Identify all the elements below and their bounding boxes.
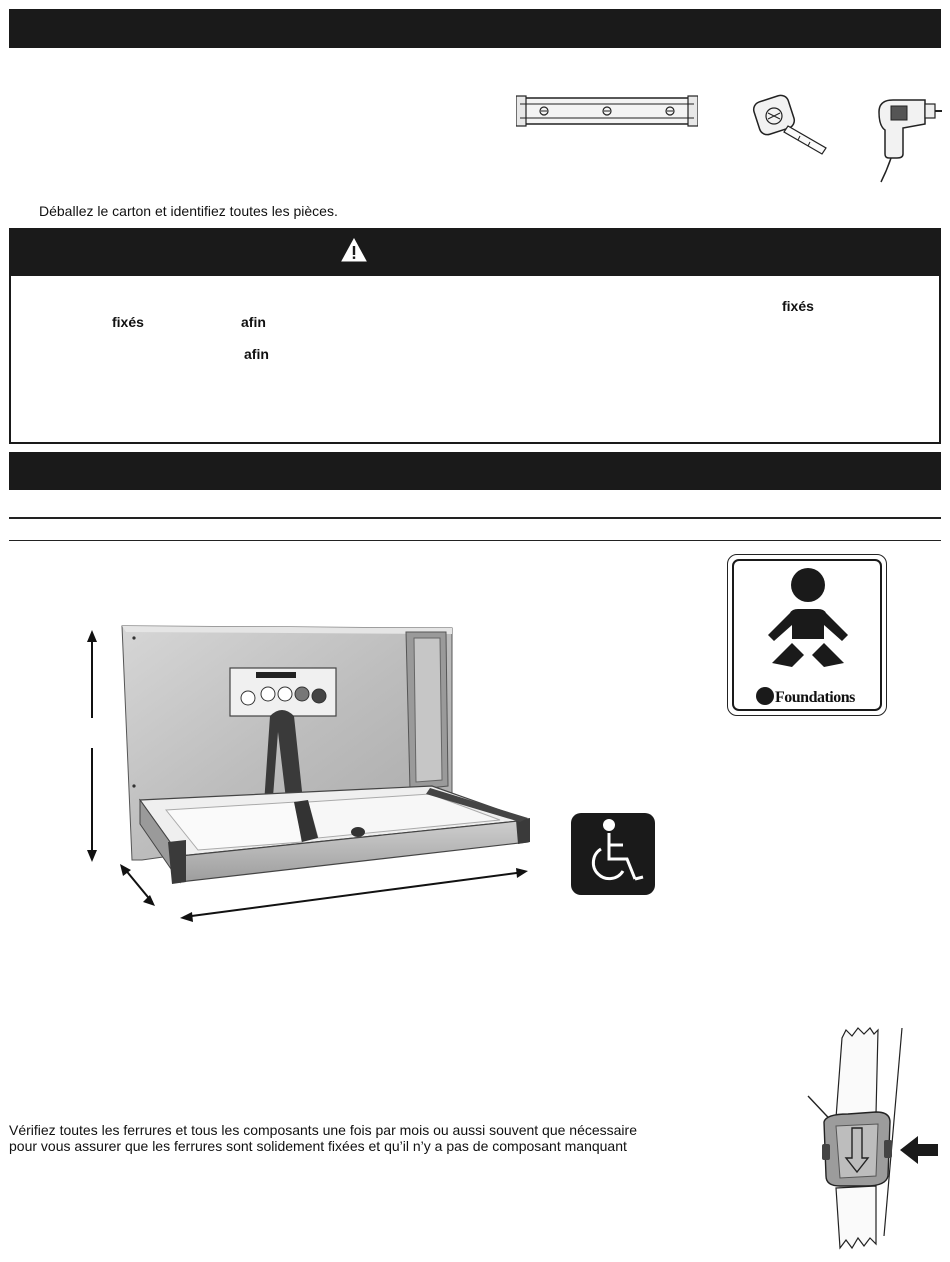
header-bar-top [9,9,941,48]
wheelchair-icon [571,813,655,895]
unpack-instruction: Déballez le carton et identifiez toutes les pièces. [39,203,338,219]
foundations-logo-text: Foundations [775,689,855,706]
changing-station-illustration [80,620,550,925]
maintenance-text-line2: pour vous assurer que les ferrures sont solidement fixées et qu’il n’y a pas de composant manquant [9,1138,627,1154]
maintenance-text-line1: Vérifiez toutes les ferrures et tous les composants une fois par mois ou aussi souvent que nécessaire [9,1122,637,1138]
section-rule-1 [9,517,941,519]
drill-icon [873,92,943,184]
warning-word-fixes-1: fixés [782,298,814,314]
warning-triangle-icon [341,238,367,262]
level-tool-icon [516,94,698,128]
tape-measure-icon [752,92,832,156]
foundations-logo-dot [756,687,774,705]
warning-header-bar [9,228,941,276]
header-bar-second [9,452,941,490]
strap-buckle-illustration [806,1026,946,1256]
warning-word-fixes-2: fixés [112,314,144,330]
section-rule-2 [9,540,941,541]
foundations-logo-sign [727,554,887,716]
baby-changing-icon [762,567,854,679]
warning-word-afin-1: afin [241,314,266,330]
warning-word-afin-2: afin [244,346,269,362]
